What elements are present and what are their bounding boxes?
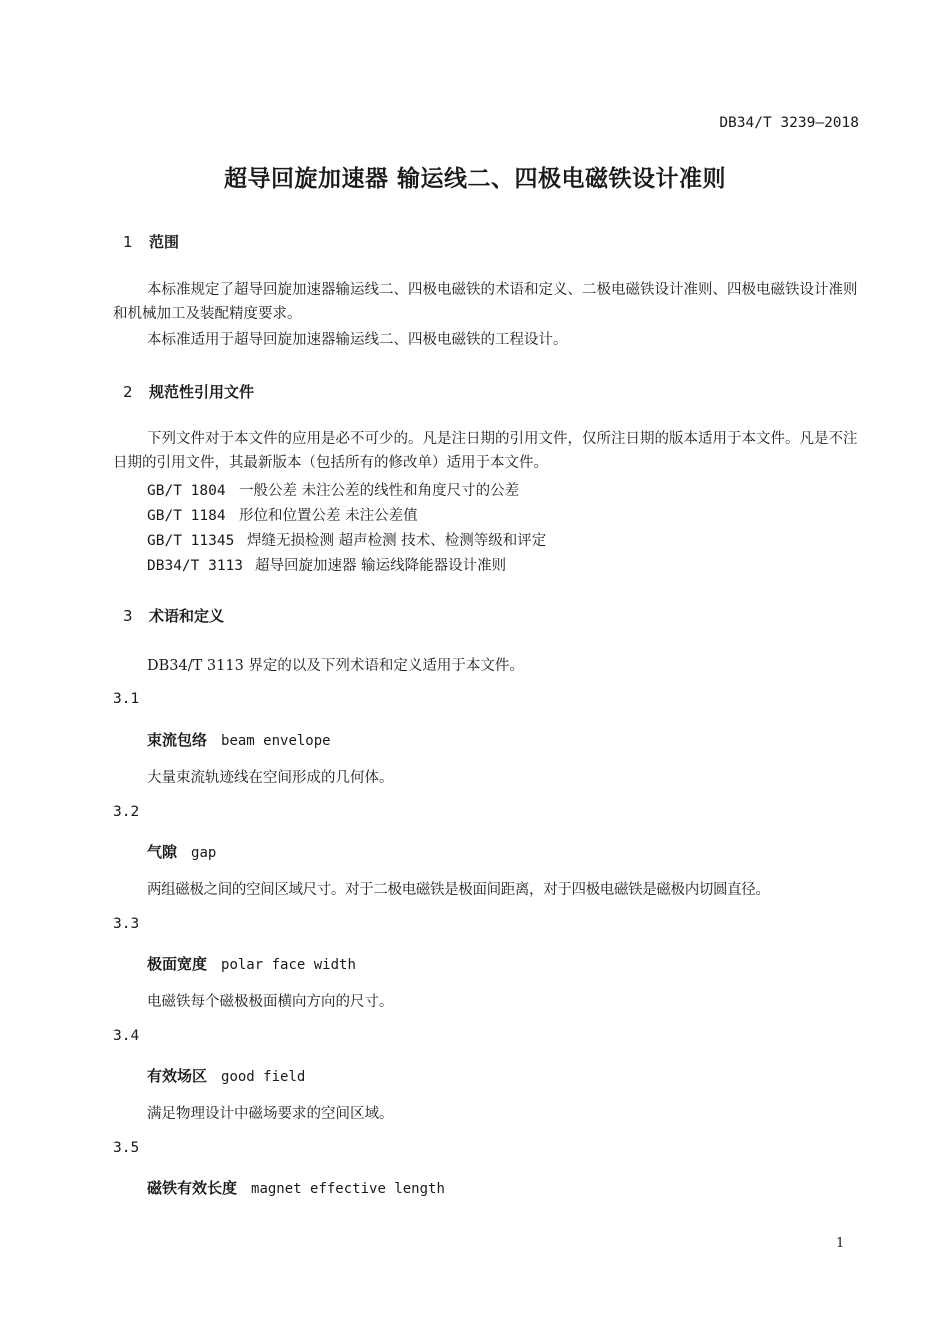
section-number: 1: [123, 233, 133, 251]
scope-paragraph-1: 本标准规定了超导回旋加速器输运线二、四极电磁铁的术语和定义、二极电磁铁设计准则、四极电磁铁设计准则和机械加工及装配精度要求。: [113, 282, 858, 322]
reference-title: 一般公差 未注公差的线性和角度尺寸的公差: [239, 483, 520, 499]
reference-item: [147, 479, 519, 500]
section-number: 2: [123, 383, 133, 401]
term-definition: 电磁铁每个磁极极面横向方向的尺寸。: [147, 994, 394, 1010]
term-definition: 满足物理设计中磁场要求的空间区域。: [147, 1106, 394, 1122]
term-definition: 两组磁极之间的空间区域尺寸。对于二极电磁铁是极面间距离，对于四极电磁铁是磁极内切圆直径。: [147, 882, 770, 898]
term-en: good field: [221, 1069, 306, 1085]
term-number: 3.2: [113, 804, 140, 820]
term-number: 3.1: [113, 691, 140, 707]
section-title: 术语和定义: [149, 607, 225, 625]
term-zh: 有效场区: [147, 1067, 208, 1085]
scope-paragraph-2: 本标准适用于超导回旋加速器输运线二、四极电磁铁的工程设计。: [147, 332, 568, 348]
reference-item: [147, 504, 418, 525]
term-definition: 大量束流轨迹线在空间形成的几何体。: [147, 770, 394, 786]
term-en: polar face width: [221, 957, 356, 973]
term-number: 3.5: [113, 1140, 140, 1156]
page-number: 1: [836, 1236, 845, 1251]
standard-code: DB34/T 3239—2018: [719, 115, 859, 131]
section-heading-terms: [123, 605, 224, 626]
term-entry: [147, 953, 356, 974]
term-en: gap: [191, 845, 217, 861]
section-title: 范围: [149, 233, 180, 251]
reference-code: DB34/T 3113: [147, 558, 244, 574]
reference-code: GB/T 1184: [147, 508, 226, 524]
section-number: 3: [123, 607, 133, 625]
reference-code: GB/T 1804: [147, 483, 226, 499]
reference-title: 焊缝无损检测 超声检测 技术、检测等级和评定: [247, 533, 547, 549]
term-en: beam envelope: [221, 733, 331, 749]
term-entry: [147, 729, 331, 750]
document-title: 超导回旋加速器 输运线二、四极电磁铁设计准则: [223, 166, 726, 192]
section-heading-normative-refs: [123, 381, 254, 402]
reference-item: [147, 529, 546, 550]
reference-code: GB/T 11345: [147, 533, 235, 549]
section-heading-scope: [123, 231, 179, 252]
reference-item: [147, 554, 506, 575]
term-zh: 磁铁有效长度: [147, 1179, 238, 1197]
reference-title: 超导回旋加速器 输运线降能器设计准则: [255, 558, 507, 574]
reference-title: 形位和位置公差 未注公差值: [239, 508, 418, 524]
term-en: magnet effective length: [251, 1181, 445, 1197]
normative-refs-intro: 下列文件对于本文件的应用是必不可少的。凡是注日期的引用文件，仅所注日期的版本适用于本文件。凡是不注日期的引用文件，其最新版本（包括所有的修改单）适用于本文件。: [113, 431, 858, 471]
term-entry: [147, 841, 216, 862]
term-number: 3.4: [113, 1028, 140, 1044]
term-entry: [147, 1065, 305, 1086]
section-title: 规范性引用文件: [149, 383, 255, 401]
term-entry: [147, 1177, 445, 1198]
term-zh: 气隙: [147, 843, 178, 861]
term-number: 3.3: [113, 916, 140, 932]
term-zh: 束流包络: [147, 731, 208, 749]
term-zh: 极面宽度: [147, 955, 208, 973]
terms-intro: DB34/T 3113 界定的以及下列术语和定义适用于本文件。: [147, 658, 524, 674]
